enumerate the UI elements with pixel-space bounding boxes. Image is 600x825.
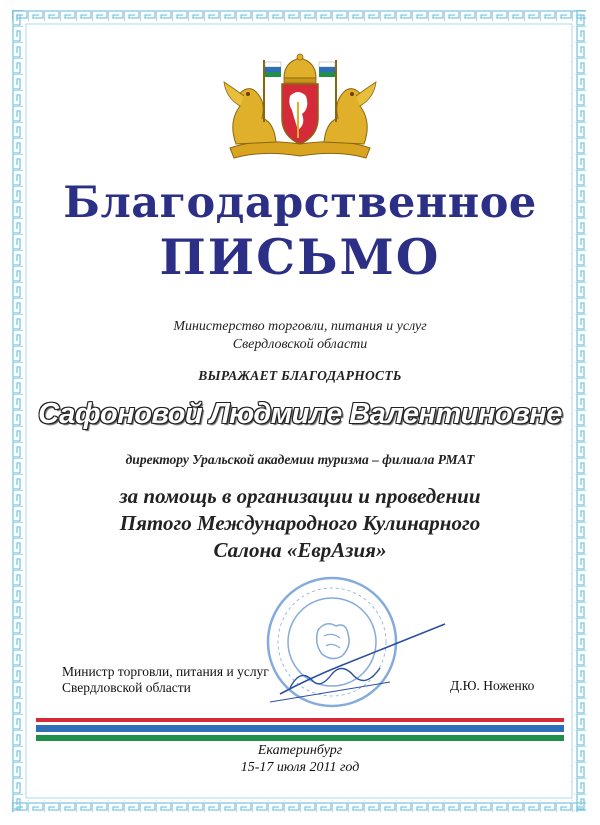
signer-name: Д.Ю. Ноженко (450, 678, 535, 693)
expresses-gratitude-text: ВЫРАЖАЕТ БЛАГОДАРНОСТЬ (198, 368, 402, 383)
reason-line2: Пятого Международного Кулинарного (119, 511, 481, 535)
handwritten-signature-icon (250, 618, 450, 708)
signer-title-line2: Свердловской области (62, 680, 191, 695)
document-title-line2: ПИСЬМО (159, 228, 441, 286)
flag-stripes (36, 718, 564, 744)
ministry-name-line1: Министерство торговли, питания и услуг (173, 319, 427, 334)
recipient-position: директору Уральской академии туризма – филиала РМАТ (125, 452, 475, 467)
ministry-name-line2: Свердловской области (232, 337, 368, 352)
reason-line3: Салона «ЕврАзия» (213, 538, 387, 562)
signer-title (62, 664, 269, 696)
recipient-name: Сафоновой Людмиле Валентиновне (38, 398, 562, 430)
coat-of-arms-emblem (218, 52, 382, 168)
signer-title-line1: Министр торговли, питания и услуг (62, 664, 269, 679)
event-date: 15-17 июля 2011 год (240, 760, 360, 775)
place-and-date (0, 742, 600, 776)
document-title-line1: Благодарственное (63, 178, 537, 228)
issuing-ministry (0, 318, 600, 354)
reason-line1: за помощь в организации и проведении (119, 484, 481, 508)
gratitude-reason (0, 483, 600, 564)
city-name: Екатеринбург (257, 743, 343, 758)
